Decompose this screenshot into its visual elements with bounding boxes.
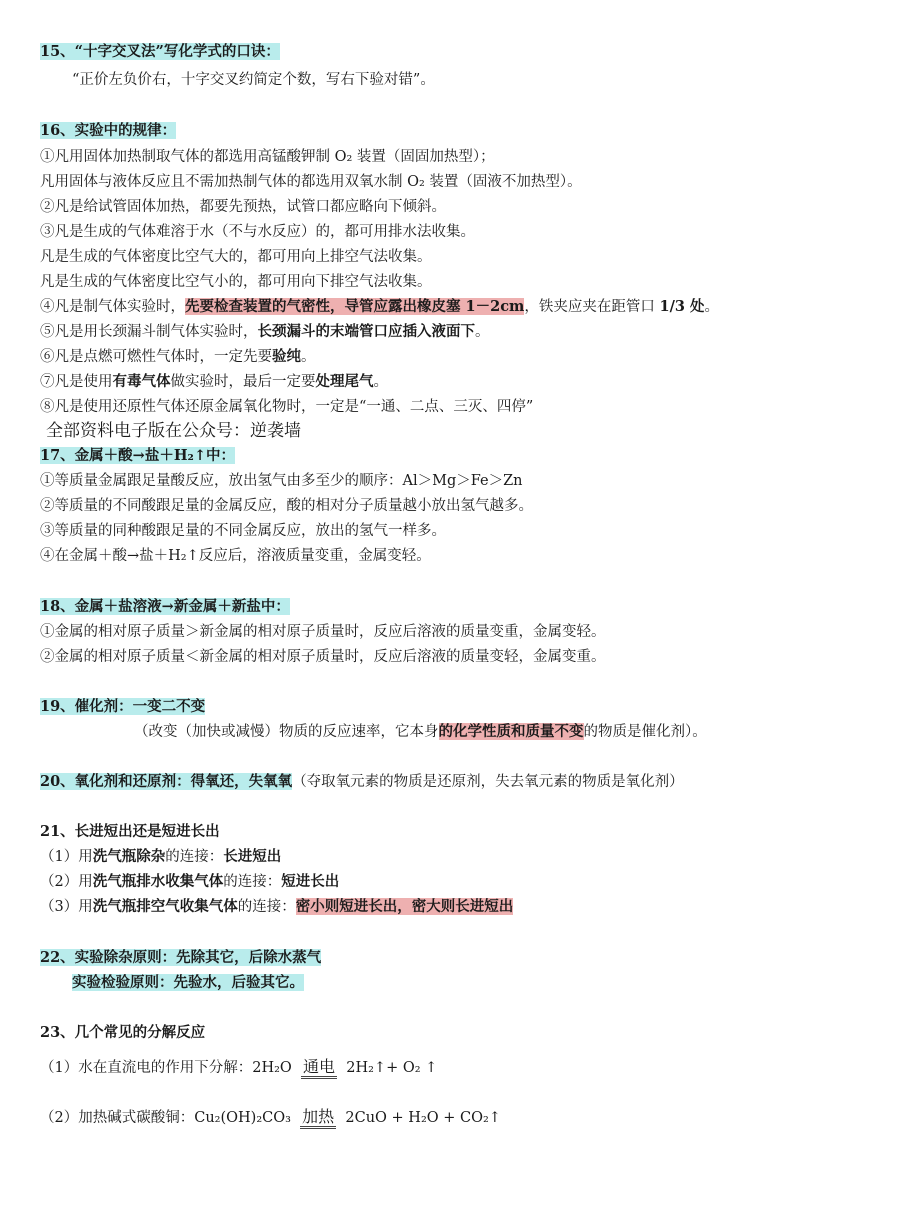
equation-line bbox=[40, 1057, 437, 1079]
text: 。 bbox=[475, 324, 490, 340]
rule-line bbox=[40, 347, 316, 369]
text: ⑥凡是点燃可燃性气体时，一定先要 bbox=[40, 349, 272, 365]
section-15-body: “正价左负价右，十字交叉约简定个数，写右下验对错”。 bbox=[72, 72, 435, 88]
text: （夺取氧元素的物质是还原剂，失去氧元素的物质是氧化剂） bbox=[292, 774, 684, 790]
section-20-title: 20、氧化剂和还原剂：得氧还，失氧氧 bbox=[40, 773, 293, 790]
rule-line bbox=[40, 872, 339, 894]
highlight: 实验检验原则：先验水，后验其它。 bbox=[72, 974, 304, 991]
rule-line: ④在金属＋酸→盐＋H₂↑反应后，溶液质量变重，金属变轻。 bbox=[40, 548, 431, 564]
section-18-title bbox=[40, 597, 290, 619]
text: （3）用 bbox=[40, 899, 93, 915]
text: 的物质是催化剂）。 bbox=[583, 724, 707, 740]
rule-line: ③凡是生成的气体难溶于水（不与水反应）的，都可用排水法收集。 bbox=[40, 224, 475, 240]
emphasis: 洗气瓶排空气收集气体 bbox=[92, 898, 238, 915]
condition-label: 通电 bbox=[301, 1057, 337, 1079]
text: 的连接： bbox=[237, 899, 296, 915]
section-22-title bbox=[40, 948, 321, 970]
highlight: 15、“十字交叉法”写化学式的口诀： bbox=[40, 43, 280, 60]
rule-line: ①等质量金属跟足量酸反应，放出氢气由多至少的顺序：Al＞Mg＞Fe＞Zn bbox=[40, 473, 523, 489]
emphasis: 验纯 bbox=[272, 348, 301, 365]
highlight: 先要检查装置的气密性，导管应露出橡皮塞 1－2cm bbox=[185, 298, 525, 315]
emphasis: 处理尾气 bbox=[315, 373, 374, 390]
section-19-title bbox=[40, 697, 205, 719]
text: 的连接： bbox=[165, 849, 224, 865]
text: （2）用 bbox=[40, 874, 93, 890]
emphasis: 有毒气体 bbox=[112, 373, 171, 390]
text: （1）水在直流电的作用下分解：2H₂O bbox=[40, 1060, 292, 1076]
rule-line: ②金属的相对原子质量＜新金属的相对原子质量时，反应后溶液的质量变轻，金属变重。 bbox=[40, 649, 606, 665]
section-23-title: 23、几个常见的分解反应 bbox=[40, 1024, 206, 1041]
text: 做实验时，最后一定要 bbox=[170, 374, 316, 390]
text: 的连接： bbox=[223, 874, 282, 890]
text: 2H₂↑+ O₂ ↑ bbox=[346, 1060, 438, 1076]
text: 。 bbox=[373, 374, 388, 390]
equation-line bbox=[40, 1107, 501, 1129]
text: ④凡是制气体实验时， bbox=[40, 299, 185, 315]
text: ，铁夹应夹在距管口 bbox=[524, 299, 660, 315]
text: （2）加热碱式碳酸铜：Cu₂(OH)₂CO₃ bbox=[40, 1110, 291, 1126]
rule-line bbox=[40, 297, 719, 319]
text: ⑤凡是用长颈漏斗制气体实验时， bbox=[40, 324, 258, 340]
emphasis: 短进长出 bbox=[281, 873, 340, 890]
text: （1）用 bbox=[40, 849, 93, 865]
rule-line: 凡是生成的气体密度比空气小的，都可用向下排空气法收集。 bbox=[40, 274, 432, 290]
rule-line: ③等质量的同种酸跟足量的不同金属反应，放出的氢气一样多。 bbox=[40, 523, 446, 539]
rule-line: ①金属的相对原子质量＞新金属的相对原子质量时，反应后溶液的质量变重，金属变轻。 bbox=[40, 624, 606, 640]
highlight: 18、金属＋盐溶液→新金属＋新盐中： bbox=[40, 598, 290, 615]
text: （改变（加快或减慢）物质的反应速率，它本身 bbox=[134, 724, 439, 740]
rule-line bbox=[40, 897, 513, 919]
rule-line: 凡用固体与液体反应且不需加热制气体的都选用双氧水制 O₂ 装置（固液不加热型）。 bbox=[40, 174, 582, 190]
rule-line bbox=[40, 322, 490, 344]
section-16-title bbox=[40, 121, 176, 143]
highlight: 密小则短进长出，密大则长进短出 bbox=[295, 898, 514, 915]
rule-line bbox=[134, 722, 707, 744]
rule-line: ⑧凡是使用还原性气体还原金属氧化物时，一定是“一通、二点、三灭、四停” bbox=[40, 399, 534, 415]
emphasis: 1/3 处 bbox=[659, 298, 705, 315]
rule-line: ②等质量的不同酸跟足量的金属反应，酸的相对分子质量越小放出氢气越多。 bbox=[40, 498, 533, 514]
highlight: 16、实验中的规律： bbox=[40, 122, 177, 139]
rule-line bbox=[40, 372, 388, 394]
emphasis: 洗气瓶除杂 bbox=[92, 848, 166, 865]
highlight: 22、实验除杂原则：先除其它，后除水蒸气 bbox=[40, 949, 322, 966]
text: ⑦凡是使用 bbox=[40, 374, 113, 390]
highlight: 17、金属＋酸→盐＋H₂↑中： bbox=[40, 447, 236, 464]
rule-line bbox=[40, 847, 281, 869]
rule-line: ①凡用固体加热制取气体的都选用高锰酸钾制 O₂ 装置（固固加热型）； bbox=[40, 149, 495, 165]
section-22-line2 bbox=[72, 973, 304, 995]
emphasis: 洗气瓶排水收集气体 bbox=[92, 873, 224, 890]
section-17-title bbox=[40, 446, 235, 468]
text: 2CuO + H₂O + CO₂↑ bbox=[345, 1110, 501, 1126]
rule-line: 凡是生成的气体密度比空气大的，都可用向上排空气法收集。 bbox=[40, 249, 432, 265]
section-15-title bbox=[40, 42, 280, 64]
notice-text: 全部资料电子版在公众号：逆袭墙 bbox=[46, 421, 301, 441]
emphasis: 长颈漏斗的末端管口应插入液面下 bbox=[257, 323, 475, 340]
emphasis: 长进短出 bbox=[223, 848, 282, 865]
text: 。 bbox=[704, 299, 720, 315]
section-20-line bbox=[40, 772, 684, 794]
rule-line: ②凡是给试管固体加热，都要先预热，试管口都应略向下倾斜。 bbox=[40, 199, 446, 215]
highlight: 19、催化剂：一变二不变 bbox=[40, 698, 206, 715]
condition-label: 加热 bbox=[300, 1107, 336, 1129]
highlight: 的化学性质和质量不变 bbox=[438, 723, 584, 740]
text: 。 bbox=[301, 349, 316, 365]
section-21-title: 21、长进短出还是短进长出 bbox=[40, 823, 220, 840]
